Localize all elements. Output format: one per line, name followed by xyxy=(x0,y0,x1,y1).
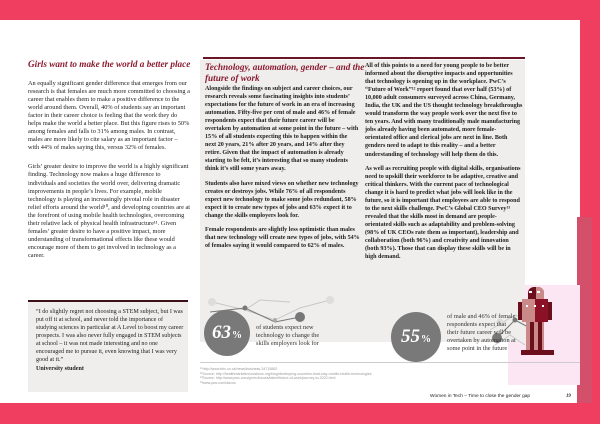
footer-title: Women in Tech – Time to close the gender gap xyxy=(430,394,531,399)
stat-value: 55 xyxy=(401,326,420,347)
footnotes xyxy=(200,367,372,385)
footnote-divider xyxy=(200,362,580,363)
column-1-body xyxy=(28,80,190,266)
paragraph: All of this points to a need for young people to be better informed about the disruptive impacts and opportunities that technology is opening up in the workplace. PwC’s “Future of Work”¹² report found that over half (53%) of 10,000 adult consumers surveyed across China, Germany, India, the UK and the US thought technology breakthroughs would transform the way people work over the next five to ten years. And with many traditionally male manufacturing jobs already having been automated, more female-orientated office and clerical jobs are next in line. Both genders need to adapt to this reality – and a better understanding of technology will help them do this. xyxy=(365,63,523,158)
column-3-body xyxy=(365,62,523,267)
stat-text-63: of students expect new technology to change the skills employers look for xyxy=(256,324,320,347)
footnote: ¹²Source: http://www.pwc.com/gx/en/issues/talent/future-of-work/journey-to-2022.html xyxy=(200,376,336,381)
footnote: ¹⁰http://www.bbc.co.uk/news/business-34715862 xyxy=(200,367,278,371)
heading-technology-automation: Technology, automation, gender – and the future of work xyxy=(205,62,365,83)
stat-circle-63 xyxy=(204,310,250,356)
footnote: ¹¹Source: http://healthmarketinnovations.org/blog/developing-countries-lead-way-mobile-health-technologies xyxy=(200,371,372,376)
stat-unit: % xyxy=(232,330,242,341)
pull-quote xyxy=(28,300,188,392)
paragraph: Students also have mixed views on whether new technology creates or destroys jobs. While 76% of all respondents expect new technology to make some jobs redundant, 58% expect it to create new types of jobs and 63% expect it to change the skills employers look for. xyxy=(205,180,359,219)
paragraph: Alongside the findings on subject and career choices, our research reveals some fascinating insights into students’ expectations for the future of work in an era of increasing automation. Fifty-five per cent of male and 46% of female respondents expect that their future career will be overtaken by automation at some point in the future – with 15% of all students expecting this to happen within the next 20 years, 21% after 20 years, and 14% after they retire. Given that the impact of automation is already starting to be felt, it’s interesting that so many students think it’s still some years away. xyxy=(205,86,359,173)
quote-author: University student xyxy=(36,366,84,372)
stat-circle-55 xyxy=(391,312,441,362)
paragraph: Girls’ greater desire to improve the world is a highly significant finding. Technology now makes a huge difference to individuals and societies the world over, delivering dramatic improvements in people’s lives. For example, mobile technology is playing an increasingly pivotal role in disaster relief efforts around the world¹⁰, and developing countries are at the forefront of using mobile health technologies, overcoming their relative lack of physical health infrastructure¹¹. Given females’ greater desire to have a positive impact, more understanding of transformational effects like these would encourage more of them to get involved in technology as a career. xyxy=(28,163,191,259)
stat-text-55: of male and 46% of female respondents expect that their future career will be overtaken by automation at some point in the future xyxy=(447,313,516,352)
paragraph: Female respondents are slightly less optimistic than males that new technology will create new types of jobs, with 54% of females saying it would compared to 62% of males. xyxy=(205,226,360,249)
paragraph: As well as recruiting people with digital skills, organisations need to upskill their workforce to be adaptive, creative and critical thinkers. With the current pace of technological change it is hard to predict what jobs will look like in the future, so it is important that employees are able to respond to the next skills challenge. PwC’s Global CEO Survey¹³ revealed that the skills most in demand are people-orientated skills such as adaptability and problem-solving (98% of UK CEOs rate them as important), leadership and collaboration (both 96%) and creativity and innovation (both 93%). Those that can display these skills will be in high demand. xyxy=(365,165,521,261)
stat-value: 63 xyxy=(212,322,231,343)
footnote: ¹³www.pwc.com/davos xyxy=(200,380,236,385)
section-rule xyxy=(203,57,525,59)
paragraph: An equally significant gender difference that emerges from our research is that females are much more committed to choosing a career that enables them to make a positive difference to the world around them. Overall, 40% of students say an important factor in their career choice is feeling that the work they do helps make the world a better place. But this figure rises to 50% among females and falls to 31% among males. In contrast, males are more likely to cite salary as an important factor – with 44% of males saying this, versus 32% of females. xyxy=(28,80,190,152)
heading-girls-better-place: Girls want to make the world a better place xyxy=(28,59,191,69)
page-number: 19 xyxy=(566,394,571,399)
stat-unit: % xyxy=(421,334,431,345)
column-2-body xyxy=(205,85,360,256)
quote-text: “I do slightly regret not choosing a STEM subject, but I was put off it at school, and never told the importance of studying sciences in particular at A Level to boost my career prospects. I was also never fully engaged in STEM subjects at school – it was not made interesting and no one encouraged me to pursue it, even knowing that I was very good at it.” xyxy=(36,309,184,363)
